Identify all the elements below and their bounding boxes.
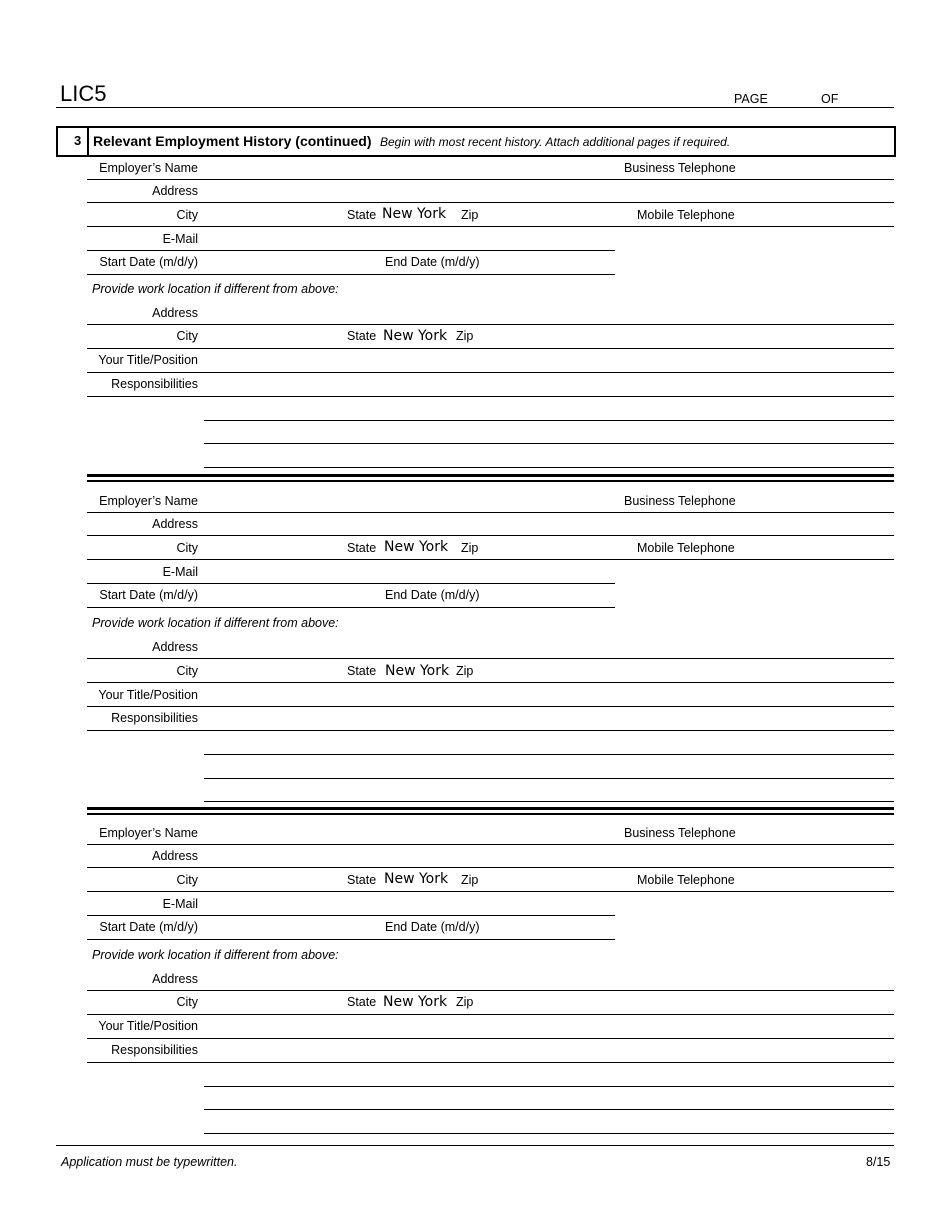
entry-separator xyxy=(87,807,894,810)
of-label: OF xyxy=(821,92,839,106)
end-date-label: End Date (m/d/y) xyxy=(385,255,480,269)
section-number: 3 xyxy=(74,133,82,148)
business-telephone-field[interactable] xyxy=(740,493,894,512)
email-label: E-Mail xyxy=(162,897,198,911)
city-label: City xyxy=(176,208,198,222)
zip-label: Zip xyxy=(461,873,479,887)
entry-separator xyxy=(87,480,894,482)
end-date-field[interactable] xyxy=(482,252,615,274)
footer-note: Application must be typewritten. xyxy=(61,1155,238,1169)
work-state-label: State xyxy=(347,995,377,1009)
header-rule xyxy=(56,107,894,108)
rule xyxy=(204,467,894,468)
work-address-field[interactable] xyxy=(205,968,894,990)
rule xyxy=(87,583,615,584)
work-zip-field[interactable] xyxy=(480,660,894,682)
responsibilities-label: Responsibilities xyxy=(111,711,198,725)
page-label: PAGE xyxy=(734,92,768,106)
employer-name-field[interactable] xyxy=(205,493,615,512)
rule xyxy=(87,915,615,916)
address-label: Address xyxy=(152,184,198,198)
employer-name-label: Employer’s Name xyxy=(99,161,198,175)
footer-rule xyxy=(56,1145,894,1146)
business-telephone-field[interactable] xyxy=(740,160,894,179)
state-label: State xyxy=(347,541,377,555)
mobile-telephone-label: Mobile Telephone xyxy=(637,541,735,555)
zip-field[interactable] xyxy=(484,869,615,891)
rule xyxy=(87,682,894,683)
rule xyxy=(87,226,894,227)
email-field[interactable] xyxy=(205,893,615,915)
email-field[interactable] xyxy=(205,228,615,250)
business-telephone-label: Business Telephone xyxy=(624,494,736,508)
rule xyxy=(87,867,894,868)
work-address-label: Address xyxy=(152,640,198,654)
section-instructions: Begin with most recent history. Attach additional pages if required. xyxy=(379,135,731,149)
rule xyxy=(87,844,894,845)
rule xyxy=(204,1086,894,1087)
work-address-label: Address xyxy=(152,306,198,320)
work-state-label: State xyxy=(347,329,377,343)
zip-label: Zip xyxy=(461,208,479,222)
business-telephone-label: Business Telephone xyxy=(624,161,736,175)
work-state-label: State xyxy=(347,664,377,678)
rule xyxy=(87,1014,894,1015)
title-position-label: Your Title/Position xyxy=(98,688,198,702)
rule xyxy=(87,706,894,707)
responsibilities-label: Responsibilities xyxy=(111,1043,198,1057)
rule xyxy=(87,396,894,397)
mobile-telephone-label: Mobile Telephone xyxy=(637,208,735,222)
title-position-field[interactable] xyxy=(205,1016,894,1038)
work-state-field[interactable]: New York xyxy=(383,328,448,344)
start-date-field[interactable] xyxy=(205,917,375,939)
responsibilities-field[interactable] xyxy=(205,374,894,468)
work-city-label: City xyxy=(176,329,198,343)
work-city-label: City xyxy=(176,995,198,1009)
work-location-note: Provide work location if different from above: xyxy=(92,616,339,630)
mobile-telephone-field[interactable] xyxy=(740,869,894,891)
section-divider xyxy=(87,128,89,155)
rule xyxy=(87,372,894,373)
title-position-label: Your Title/Position xyxy=(98,353,198,367)
start-date-label: Start Date (m/d/y) xyxy=(99,255,198,269)
rule xyxy=(87,274,615,275)
business-telephone-field[interactable] xyxy=(740,825,894,844)
work-city-field[interactable] xyxy=(205,660,341,682)
address-field[interactable] xyxy=(205,514,894,535)
work-state-field[interactable]: New York xyxy=(383,994,448,1010)
state-field[interactable]: New York xyxy=(384,539,449,555)
start-date-label: Start Date (m/d/y) xyxy=(99,920,198,934)
rule xyxy=(87,990,894,991)
rule xyxy=(87,1062,894,1063)
end-date-field[interactable] xyxy=(482,585,615,607)
work-zip-field[interactable] xyxy=(480,326,894,348)
employment-entry xyxy=(0,493,950,813)
work-zip-label: Zip xyxy=(456,995,474,1009)
rule xyxy=(204,420,894,421)
work-zip-label: Zip xyxy=(456,664,474,678)
rule xyxy=(204,1109,894,1110)
state-field[interactable]: New York xyxy=(384,871,449,887)
mobile-telephone-field[interactable] xyxy=(740,537,894,559)
city-field[interactable] xyxy=(205,869,341,891)
employment-entry xyxy=(0,825,950,1137)
work-location-note: Provide work location if different from above: xyxy=(92,282,339,296)
work-address-field[interactable] xyxy=(205,636,894,658)
rule xyxy=(87,730,894,731)
revision-date: 8/15 xyxy=(866,1155,891,1169)
employer-name-label: Employer’s Name xyxy=(99,494,198,508)
entry-separator xyxy=(87,813,894,815)
mobile-telephone-label: Mobile Telephone xyxy=(637,873,735,887)
address-label: Address xyxy=(152,849,198,863)
rule xyxy=(204,443,894,444)
city-field[interactable] xyxy=(205,537,341,559)
rule xyxy=(87,535,894,536)
work-city-label: City xyxy=(176,664,198,678)
work-city-field[interactable] xyxy=(205,326,341,348)
rule xyxy=(204,1133,894,1134)
rule xyxy=(87,559,894,560)
city-field[interactable] xyxy=(205,204,341,226)
email-field[interactable] xyxy=(205,561,615,583)
work-address-field[interactable] xyxy=(205,302,894,324)
section-heading xyxy=(93,134,730,149)
work-city-field[interactable] xyxy=(205,992,341,1014)
city-label: City xyxy=(176,541,198,555)
work-zip-field[interactable] xyxy=(480,992,894,1014)
work-address-label: Address xyxy=(152,972,198,986)
address-field[interactable] xyxy=(205,181,894,202)
state-label: State xyxy=(347,208,377,222)
responsibilities-label: Responsibilities xyxy=(111,377,198,391)
email-label: E-Mail xyxy=(162,232,198,246)
section-header xyxy=(56,126,896,157)
email-label: E-Mail xyxy=(162,565,198,579)
rule xyxy=(87,179,894,180)
title-position-field[interactable] xyxy=(205,350,894,372)
rule xyxy=(87,658,894,659)
start-date-label: Start Date (m/d/y) xyxy=(99,588,198,602)
rule xyxy=(87,939,615,940)
responsibilities-field[interactable] xyxy=(205,1040,894,1134)
mobile-telephone-field[interactable] xyxy=(740,204,894,226)
city-label: City xyxy=(176,873,198,887)
section-title: Relevant Employment History (continued) xyxy=(93,133,372,149)
end-date-label: End Date (m/d/y) xyxy=(385,588,480,602)
rule xyxy=(204,801,894,802)
rule xyxy=(204,778,894,779)
work-location-note: Provide work location if different from above: xyxy=(92,948,339,962)
employer-name-field[interactable] xyxy=(205,160,615,179)
business-telephone-label: Business Telephone xyxy=(624,826,736,840)
zip-field[interactable] xyxy=(484,537,615,559)
start-date-field[interactable] xyxy=(205,252,375,274)
title-position-field[interactable] xyxy=(205,684,894,706)
employment-entry xyxy=(0,160,950,480)
zip-label: Zip xyxy=(461,541,479,555)
rule xyxy=(204,754,894,755)
title-position-label: Your Title/Position xyxy=(98,1019,198,1033)
rule xyxy=(87,348,894,349)
rule xyxy=(87,607,615,608)
work-state-field[interactable]: New York xyxy=(385,663,450,679)
rule xyxy=(87,324,894,325)
responsibilities-field[interactable] xyxy=(205,708,894,802)
rule xyxy=(87,891,894,892)
work-zip-label: Zip xyxy=(456,329,474,343)
state-label: State xyxy=(347,873,377,887)
start-date-field[interactable] xyxy=(205,585,375,607)
rule xyxy=(87,202,894,203)
rule xyxy=(87,512,894,513)
rule xyxy=(87,250,615,251)
zip-field[interactable] xyxy=(484,204,615,226)
form-code: LIC5 xyxy=(60,81,107,106)
end-date-field[interactable] xyxy=(482,917,615,939)
address-label: Address xyxy=(152,517,198,531)
employer-name-label: Employer’s Name xyxy=(99,826,198,840)
address-field[interactable] xyxy=(205,846,894,867)
end-date-label: End Date (m/d/y) xyxy=(385,920,480,934)
entry-separator xyxy=(87,474,894,477)
employer-name-field[interactable] xyxy=(205,825,615,844)
state-field[interactable]: New York xyxy=(382,206,447,222)
rule xyxy=(87,1038,894,1039)
